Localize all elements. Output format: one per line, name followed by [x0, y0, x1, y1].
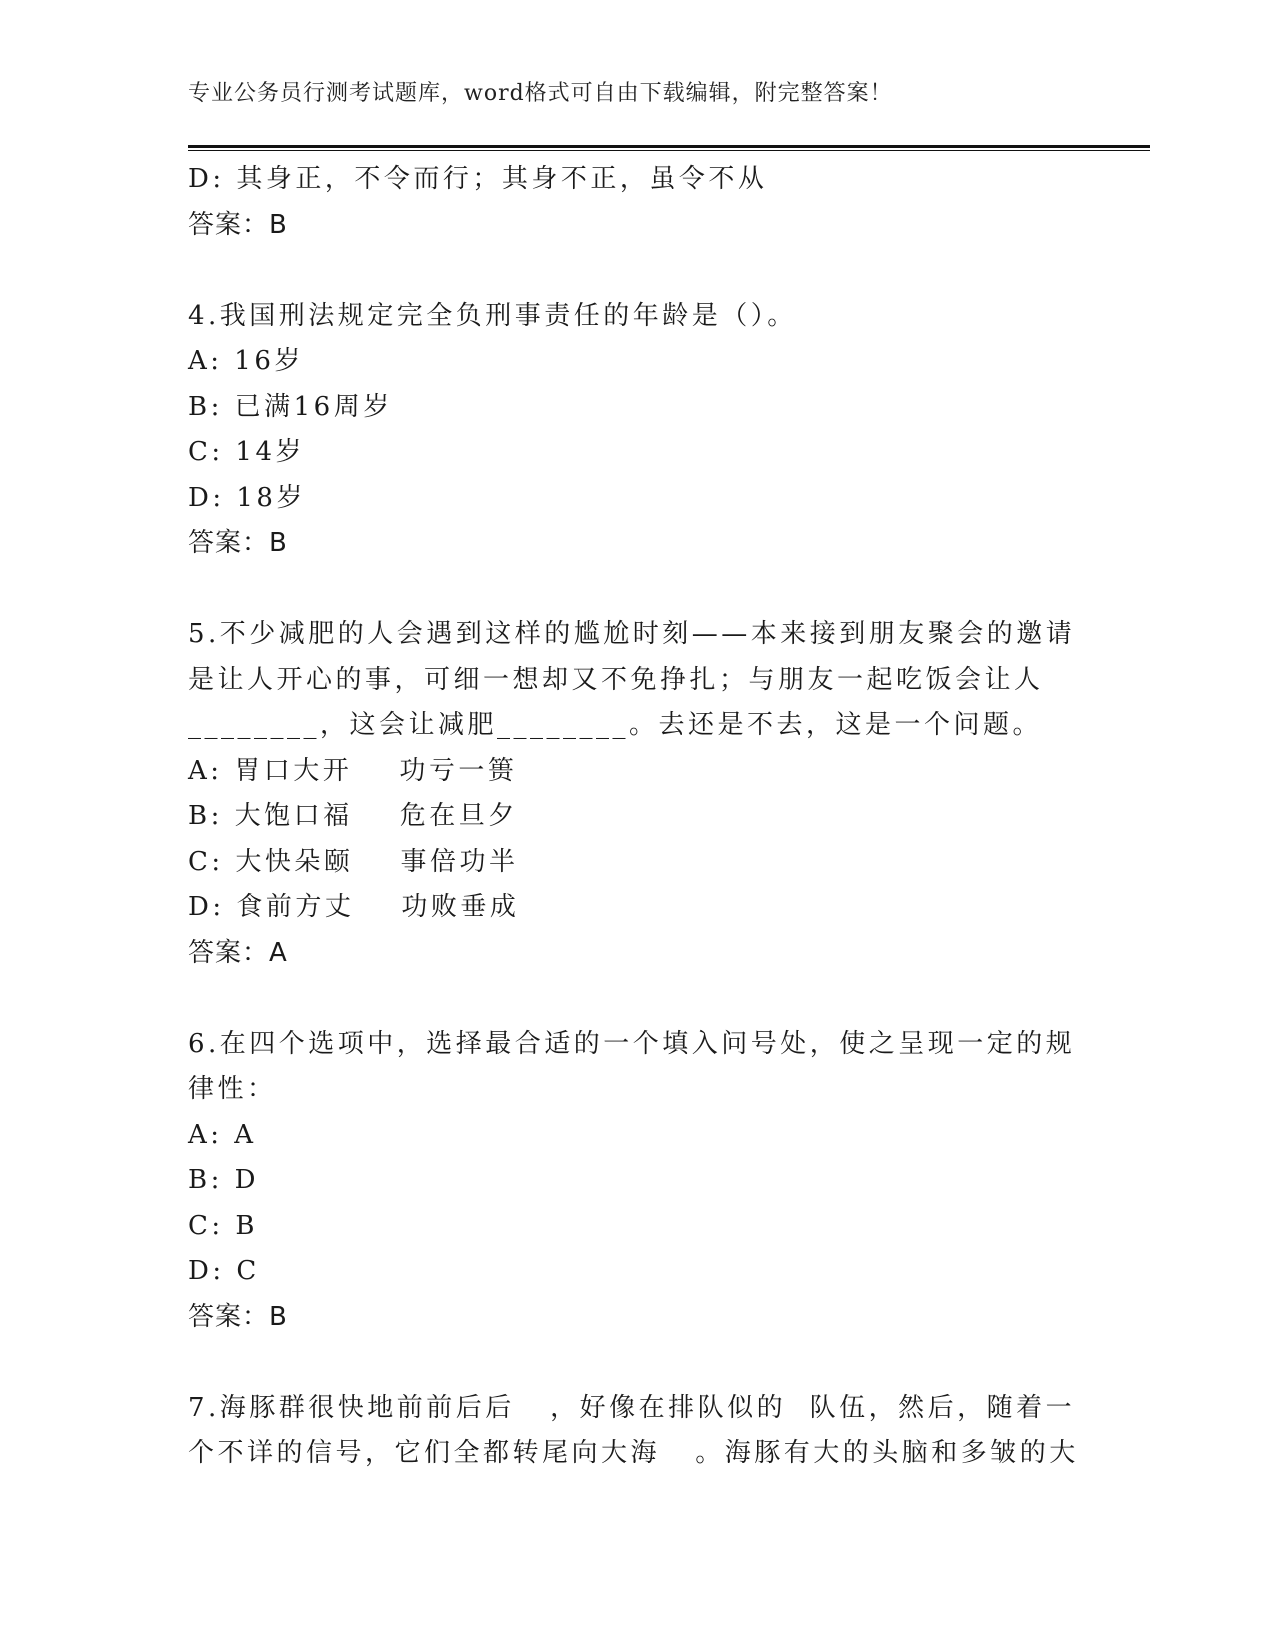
question-line: A: 胃口大开 功亏一篑 — [188, 755, 518, 786]
answer-line: 答案：B — [188, 209, 288, 240]
question-line: D: C — [188, 1256, 260, 1286]
answer-line: 答案：B — [188, 1301, 288, 1332]
answer-line: 答案：B — [188, 528, 288, 558]
question-line: 5.不少减肥的人会遇到这样的尴尬时刻——本来接到朋友聚会的邀请 — [188, 619, 1076, 649]
question-block — [188, 157, 1088, 294]
question-line: B: 大饱口福 危在旦夕 — [188, 801, 518, 831]
question-line: D: 18岁 — [188, 482, 306, 513]
question-line: A: A — [188, 1119, 257, 1150]
header-rule-thick — [188, 145, 1150, 148]
question-line: 是让人开心的事，可细一想却又不免挣扎；与朋友一起吃饭会让人 — [188, 664, 1044, 695]
question-line: 6.在四个选项中，选择最合适的一个填入问号处，使之呈现一定的规 — [188, 1028, 1076, 1059]
page-header: 专业公务员行测考试题库，word格式可自由下载编辑，附完整答案！ — [188, 81, 893, 106]
block-spacer — [188, 1340, 1088, 1386]
question-line: 4.我国刑法规定完全负刑事责任的年龄是（）。 — [188, 300, 797, 331]
question-line: B: D — [188, 1165, 259, 1195]
question-block — [188, 1022, 1088, 1386]
block-spacer — [188, 567, 1088, 613]
question-line: 律性： — [188, 1074, 277, 1104]
block-spacer — [188, 976, 1088, 1022]
question-line: B: 已满16周岁 — [188, 391, 393, 422]
question-line: C: B — [188, 1210, 259, 1241]
question-list — [188, 157, 1088, 1477]
header-rule-thin — [188, 150, 1150, 151]
question-line: 个不详的信号，它们全都转尾向大海 。海豚有大的头脑和多皱的大 — [188, 1438, 1079, 1468]
question-block — [188, 1386, 1088, 1477]
question-line: 7.海豚群很快地前前后后 ，好像在排队似的 队伍，然后，随着一 — [188, 1392, 1076, 1423]
question-block — [188, 294, 1088, 613]
question-line: C: 14岁 — [188, 437, 306, 467]
question-line: ________，这会让减肥________。去还是不去，这是一个问题。 — [188, 710, 1043, 740]
answer-line: 答案：A — [188, 937, 288, 968]
question-line: D: 食前方丈 功败垂成 — [188, 892, 520, 922]
question-line: D: 其身正，不令而行；其身不正，虽令不从 — [188, 164, 768, 194]
question-line: A: 16岁 — [188, 346, 304, 376]
question-line: C: 大快朵颐 事倍功半 — [188, 846, 519, 877]
question-block — [188, 612, 1088, 1022]
block-spacer — [188, 248, 1088, 294]
